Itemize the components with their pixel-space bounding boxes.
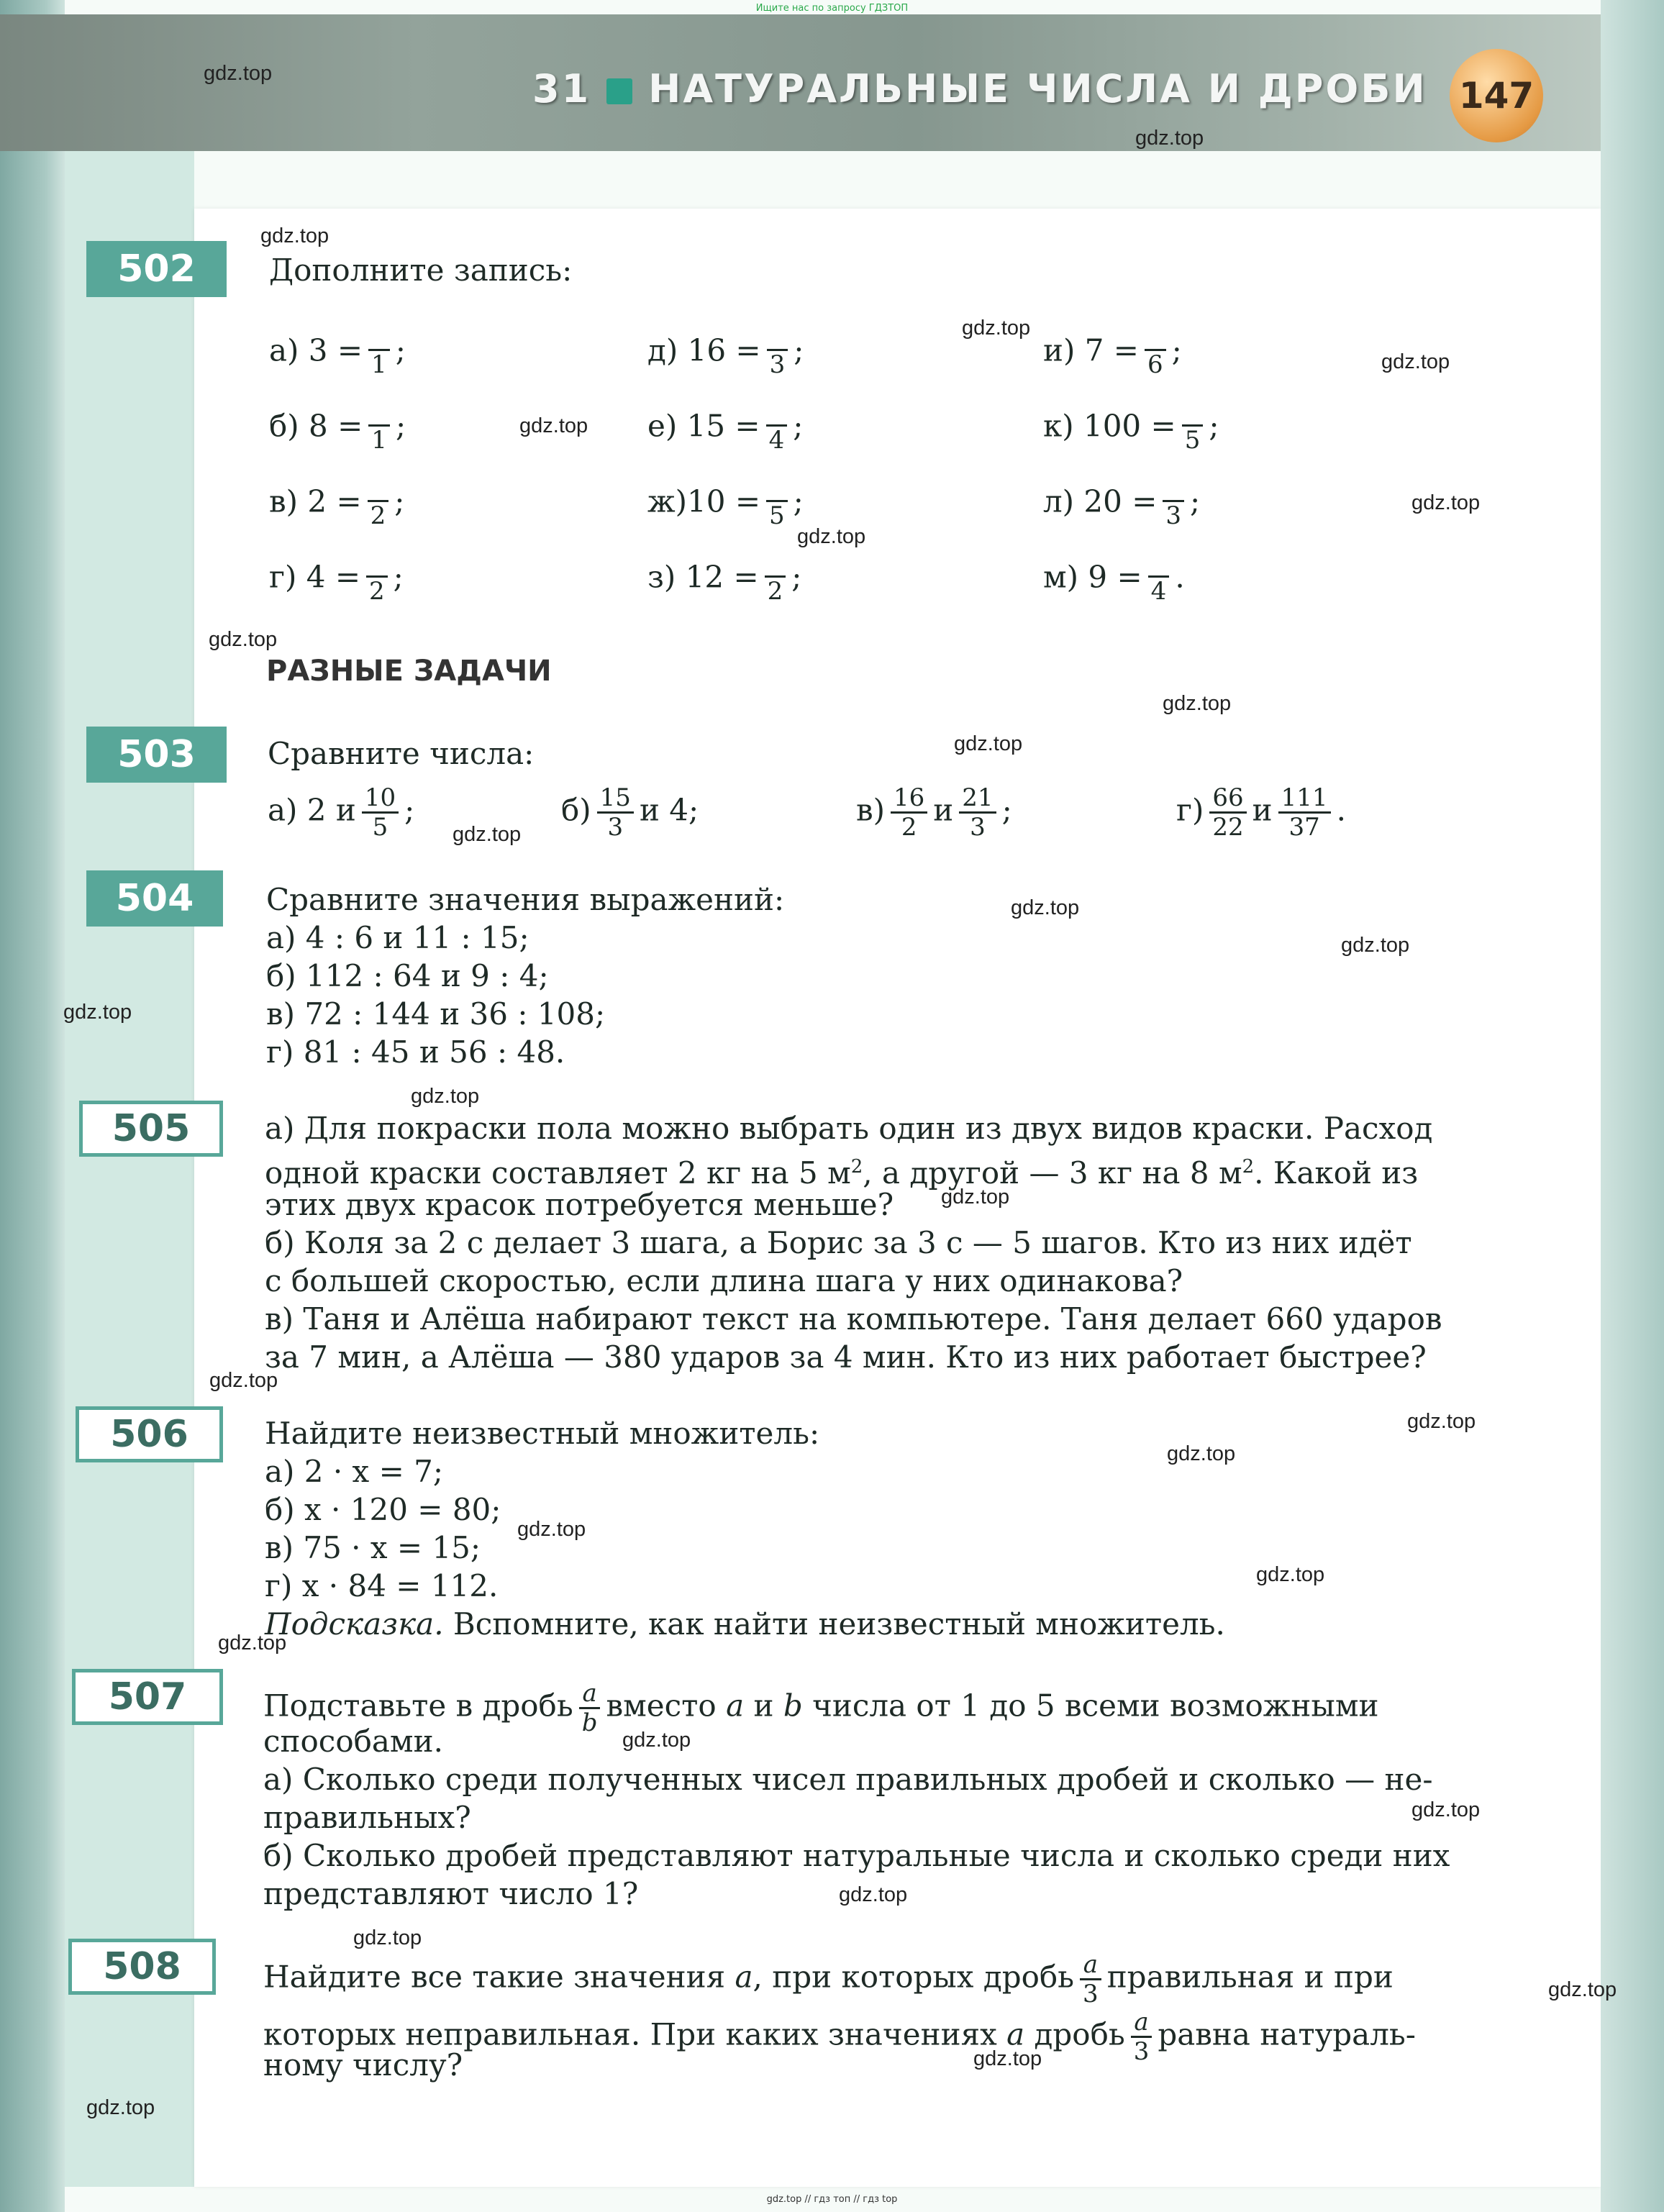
fraction: [1209, 784, 1246, 841]
watermark: gdz.top: [1256, 1563, 1325, 1586]
numerator: 21: [959, 784, 996, 814]
fraction: [1080, 1951, 1101, 2008]
equation-line: в) 75 · x = 15;: [265, 1530, 481, 1565]
blank-fraction: [765, 554, 786, 605]
item-end: и 4;: [639, 792, 699, 828]
exercise-number-508: 508: [68, 1939, 216, 1995]
denominator: 3: [970, 813, 986, 842]
exercise-number-505: 505: [79, 1101, 223, 1157]
item-end: ;: [1190, 483, 1201, 519]
watermark: gdz.top: [1135, 127, 1204, 150]
item-label: б) 8 =: [269, 408, 363, 444]
denominator: 4: [768, 426, 785, 455]
fraction-item: [1043, 403, 1219, 454]
task-text: Найдите неизвестный множитель:: [265, 1416, 820, 1451]
watermark: gdz.top: [86, 2096, 155, 2119]
denominator: 37: [1288, 813, 1320, 842]
compare-item: [856, 784, 1012, 841]
watermark: gdz.top: [63, 1001, 132, 1024]
item-label: г) 4 =: [269, 559, 361, 595]
task-text: Сравните значения выражений:: [266, 882, 785, 917]
item-label: з) 12 =: [647, 559, 759, 595]
bottom-credit: gdz.top // гдз топ // гдз top: [766, 2194, 898, 2205]
chapter-title: [532, 66, 1427, 111]
item-end: ;: [793, 408, 804, 444]
watermark: gdz.top: [941, 1185, 1010, 1209]
watermark: gdz.top: [204, 62, 273, 85]
denominator: b: [581, 1708, 598, 1737]
watermark: gdz.top: [954, 732, 1023, 755]
fraction: [1131, 2008, 1152, 2065]
watermark: gdz.top: [517, 1518, 586, 1541]
item-label: д) 16 =: [647, 332, 761, 368]
fraction: [959, 784, 996, 841]
item-label: л) 20 =: [1043, 483, 1158, 519]
variable: a: [1006, 2016, 1025, 2052]
expression-line: в) 72 : 144 и 36 : 108;: [266, 996, 606, 1032]
fraction-item: [1043, 478, 1200, 529]
hint-label: Подсказка.: [265, 1606, 444, 1642]
fraction-item: [1043, 554, 1185, 605]
text-part: Найдите все такие значения: [263, 1959, 726, 1995]
item-label: и) 7 =: [1043, 332, 1139, 368]
blank-fraction: [1145, 327, 1166, 378]
numerator: a: [1131, 2008, 1152, 2038]
watermark: gdz.top: [218, 1631, 287, 1655]
blank-fraction: [1163, 478, 1184, 529]
numerator: 66: [1209, 784, 1246, 814]
exercise-number-504: 504: [86, 870, 223, 927]
watermark: gdz.top: [1411, 1798, 1481, 1821]
numerator: 111: [1278, 784, 1331, 814]
item-end: ;: [1001, 792, 1012, 828]
blank-fraction: [368, 327, 390, 378]
variable: a: [735, 1959, 753, 1995]
watermark: gdz.top: [1167, 1442, 1236, 1465]
item-label: м) 9 =: [1043, 559, 1142, 595]
variable: a: [726, 1688, 745, 1724]
text-part: , а другой — 3 кг на 8 м: [863, 1155, 1242, 1191]
equation-line: г) x · 84 = 112.: [265, 1568, 499, 1603]
conjunction: и: [933, 792, 954, 828]
watermark: gdz.top: [797, 525, 866, 548]
item-label: в): [856, 792, 886, 828]
item-label: б): [561, 792, 591, 828]
watermark: gdz.top: [260, 224, 329, 247]
denominator: 4: [1150, 577, 1167, 606]
item-end: ;: [791, 559, 802, 595]
item-label: ж)10 =: [647, 483, 761, 519]
watermark: gdz.top: [1011, 896, 1080, 919]
variable: b: [783, 1688, 803, 1724]
expression-line: б) 112 : 64 и 9 : 4;: [266, 958, 549, 993]
fraction: [891, 784, 927, 841]
item-end: ;: [794, 332, 804, 368]
problem-line: в) Таня и Алёша набирают текст на компьютере. Таня делает 660 ударов: [265, 1301, 1442, 1337]
left-page-edge: [0, 0, 65, 2212]
item-end: .: [1336, 792, 1346, 828]
problem-line: б) Сколько дробей представляют натуральные числа и сколько среди них: [263, 1838, 1450, 1873]
item-end: ;: [1171, 332, 1182, 368]
watermark: gdz.top: [1407, 1410, 1476, 1433]
fraction-item: [269, 327, 406, 378]
watermark: gdz.top: [973, 2047, 1042, 2070]
exercise-number-507: 507: [72, 1669, 223, 1725]
problem-line: за 7 мин, а Алёша — 380 ударов за 4 мин. Кто из них работает быстрее?: [265, 1339, 1427, 1375]
expression-line: г) 81 : 45 и 56 : 48.: [266, 1034, 565, 1070]
watermark: gdz.top: [1341, 934, 1410, 957]
item-label: г): [1176, 792, 1204, 828]
denominator: 3: [769, 350, 786, 379]
blank-fraction: [368, 403, 390, 454]
task-text: Сравните числа:: [268, 736, 535, 771]
numerator: 16: [891, 784, 927, 814]
watermark: gdz.top: [519, 414, 588, 437]
watermark: gdz.top: [839, 1883, 908, 1906]
denominator: 5: [372, 813, 388, 842]
numerator: 15: [597, 784, 634, 814]
text-part: , при которых дробь: [753, 1959, 1075, 1995]
denominator: 3: [1133, 2037, 1150, 2066]
watermark: gdz.top: [453, 823, 522, 846]
task-text: Дополните запись:: [269, 252, 573, 288]
blank-fraction: [1182, 403, 1204, 454]
item-end: ;: [394, 483, 405, 519]
page-number: 147: [1450, 49, 1543, 142]
compare-item: [268, 784, 414, 841]
fraction-item: [269, 554, 404, 605]
denominator: 2: [901, 813, 917, 842]
problem-line: способами.: [263, 1724, 443, 1759]
numerator: a: [1080, 1951, 1101, 1980]
chapter-name: НАТУРАЛЬНЫЕ ЧИСЛА И ДРОБИ: [648, 66, 1427, 111]
numerator: 10: [362, 784, 399, 814]
problem-line: представляют число 1?: [263, 1876, 639, 1911]
equation-line: б) x · 120 = 80;: [265, 1492, 501, 1527]
denominator: 1: [371, 426, 387, 455]
text-part: правильная и при: [1106, 1959, 1394, 1995]
watermark: gdz.top: [1381, 350, 1450, 373]
problem-line: этих двух красок потребуется меньше?: [265, 1187, 894, 1222]
expression-line: а) 4 : 6 и 11 : 15;: [266, 920, 529, 955]
conjunction: и: [1252, 792, 1273, 828]
denominator: 6: [1147, 350, 1163, 379]
text-part: Подставьте в дробь: [263, 1688, 573, 1724]
text-part: равна натураль-: [1158, 2016, 1416, 2052]
problem-line: с большей скоростью, если длина шага у них одинакова?: [265, 1263, 1183, 1298]
exercise-number-502: 502: [86, 241, 227, 297]
right-page-edge: [1601, 0, 1664, 2212]
fraction-item: [647, 403, 803, 454]
item-end: ;: [395, 332, 406, 368]
blank-fraction: [368, 478, 389, 529]
item-label: а) 2 и: [268, 792, 356, 828]
denominator: 1: [371, 350, 387, 379]
fraction-item: [269, 478, 404, 529]
watermark: gdz.top: [1163, 692, 1232, 715]
fraction-item: [647, 327, 804, 378]
fraction-item: [269, 403, 406, 454]
fraction-item: [647, 478, 804, 529]
item-label: е) 15 =: [647, 408, 760, 444]
numerator: a: [579, 1680, 601, 1709]
text-part: дробь: [1034, 2016, 1125, 2052]
item-end: ;: [393, 559, 404, 595]
exercise-number-506: 506: [76, 1406, 223, 1462]
blank-fraction: [766, 403, 788, 454]
item-end: ;: [395, 408, 406, 444]
watermark: gdz.top: [962, 317, 1031, 340]
fraction: [597, 784, 634, 841]
blank-fraction: [1148, 554, 1170, 605]
item-label: к) 100 =: [1043, 408, 1176, 444]
denominator: 22: [1212, 813, 1244, 842]
item-end: ;: [1209, 408, 1219, 444]
denominator: 2: [370, 501, 386, 530]
watermark: gdz.top: [353, 1926, 422, 1949]
item-end: .: [1175, 559, 1185, 595]
denominator: 5: [769, 501, 785, 530]
compare-item: [1176, 784, 1346, 841]
blank-fraction: [767, 327, 788, 378]
problem-line: [265, 1148, 1418, 1192]
text-part: вместо: [606, 1688, 717, 1724]
denominator: 2: [767, 577, 783, 606]
hint-line: [265, 1606, 1225, 1643]
problem-line: ному числу?: [263, 2047, 463, 2083]
item-end: ;: [793, 483, 804, 519]
watermark: gdz.top: [209, 628, 278, 651]
problem-line: [263, 1951, 1394, 2008]
fraction: [1278, 784, 1331, 841]
exercise-number-503: 503: [86, 727, 227, 783]
text-part: которых неправильная. При каких значениях: [263, 2016, 997, 2052]
superscript: 2: [1242, 1156, 1255, 1178]
item-end: ;: [404, 792, 415, 828]
text-part: одной краски составляет 2 кг на 5 м: [265, 1155, 851, 1191]
problem-line: б) Коля за 2 с делает 3 шага, а Борис за 3 с — 5 шагов. Кто из них идёт: [265, 1225, 1412, 1260]
text-part: . Какой из: [1254, 1155, 1419, 1191]
text-part: числа от 1 до 5 всеми возможными: [812, 1688, 1379, 1724]
problem-line: а) Сколько среди полученных чисел правильных дробей и сколько — не-: [263, 1762, 1433, 1797]
denominator: 3: [607, 813, 624, 842]
top-credit: Ищите нас по запросу ГДЗТОП: [755, 3, 909, 14]
conjunction: и: [753, 1688, 774, 1724]
fraction-item: [647, 554, 801, 605]
watermark: gdz.top: [622, 1729, 691, 1752]
watermark: gdz.top: [209, 1369, 278, 1392]
denominator: 2: [369, 577, 385, 606]
item-label: в) 2 =: [269, 483, 362, 519]
chapter-number: 31: [532, 66, 591, 111]
fraction-item: [1043, 327, 1182, 378]
compare-item: [561, 784, 699, 841]
square-icon: [606, 78, 632, 104]
item-label: а) 3 =: [269, 332, 363, 368]
fraction: [579, 1680, 601, 1737]
left-number-strip: [65, 151, 194, 2187]
denominator: 3: [1083, 1980, 1099, 2008]
blank-fraction: [766, 478, 788, 529]
watermark: gdz.top: [411, 1085, 480, 1108]
problem-line: а) Для покраски пола можно выбрать один из двух видов краски. Расход: [265, 1111, 1433, 1146]
watermark: gdz.top: [1548, 1978, 1617, 2001]
problem-line: правильных?: [263, 1800, 471, 1835]
denominator: 3: [1165, 501, 1182, 530]
equation-line: а) 2 · x = 7;: [265, 1454, 444, 1489]
blank-fraction: [366, 554, 388, 605]
section-heading: РАЗНЫЕ ЗАДАЧИ: [266, 655, 552, 688]
denominator: 5: [1184, 426, 1201, 455]
watermark: gdz.top: [1411, 491, 1481, 514]
superscript: 2: [850, 1156, 863, 1178]
hint-text: Вспомните, как найти неизвестный множитель.: [443, 1606, 1225, 1642]
fraction: [362, 784, 399, 841]
